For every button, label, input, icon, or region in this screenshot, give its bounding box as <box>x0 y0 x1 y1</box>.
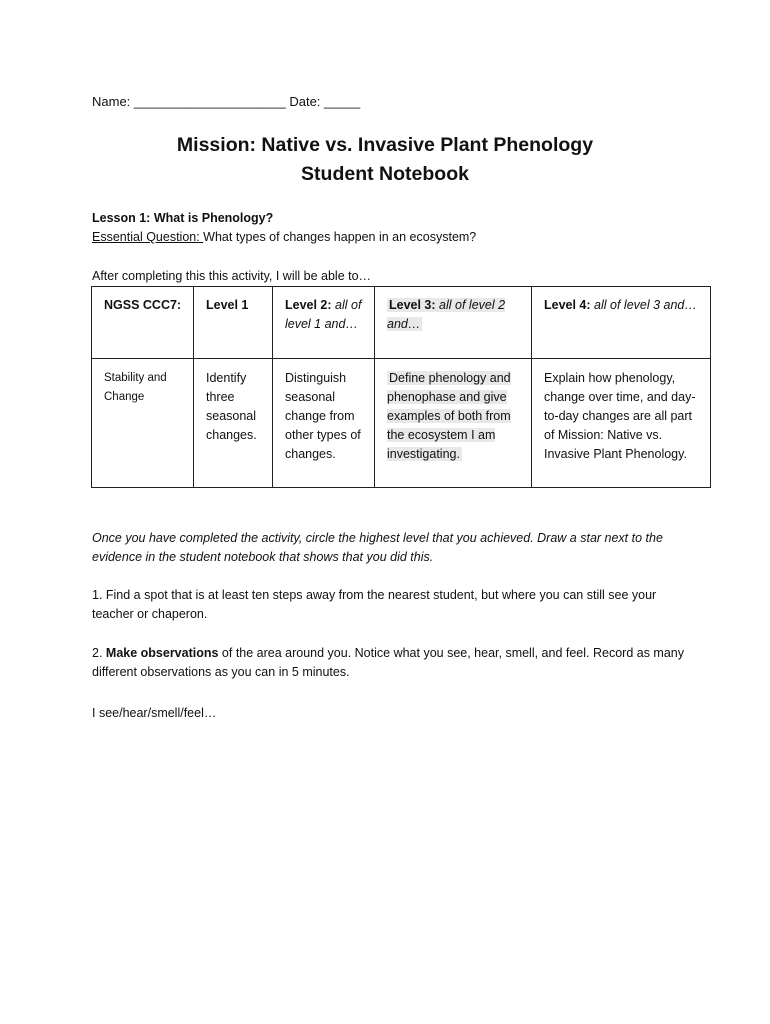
essential-question-text: What types of changes happen in an ecosystem? <box>203 230 477 244</box>
cell-level3-text: Define phenology and phenophase and give examples of both from the ecosystem I am investigating. <box>387 371 511 461</box>
header-italic: all of level 3 and… <box>590 298 697 312</box>
header-cell-level3 <box>375 287 532 359</box>
step-2-number: 2. <box>92 646 106 660</box>
header-cell-level1 <box>194 287 273 359</box>
header-italic: all of level 2 and… <box>387 298 506 331</box>
cell-level1: Identify three seasonal changes. <box>194 359 273 488</box>
header-bold: NGSS CCC7: <box>104 298 182 312</box>
lesson-heading: Lesson 1: What is Phenology? <box>92 211 274 225</box>
header-cell-level2 <box>273 287 375 359</box>
header-bold: Level 2: <box>285 298 332 312</box>
page-subtitle: Student Notebook <box>301 163 469 185</box>
step-1: 1. Find a spot that is at least ten steps away from the nearest student, but where you can still see your teacher or chaperon. <box>92 588 657 621</box>
observation-prompt[interactable]: I see/hear/smell/feel… <box>92 706 217 720</box>
header-bold: Level 3: <box>389 298 436 312</box>
cell-level4: Explain how phenology, change over time, and day-to-day changes are all part of Mission: Native vs. Invasive Plant Phenology. <box>532 359 711 488</box>
essential-question-label: Essential Question: <box>92 230 204 244</box>
header-bold: Level 4: <box>544 298 591 312</box>
header-bold: Level 1 <box>206 298 249 312</box>
levels-table <box>91 286 711 488</box>
cell-level3 <box>375 359 532 488</box>
cell-level2: Distinguish seasonal change from other types of changes. <box>273 359 375 488</box>
step-2 <box>92 644 692 682</box>
step-2-text: of the area around you. Notice what you see, hear, smell, and feel. Record as many different observations as you can in 5 minutes. <box>92 646 684 679</box>
header-cell-ngss <box>92 287 194 359</box>
header-italic: all of level 1 and… <box>285 298 362 331</box>
table-header-row <box>92 287 711 359</box>
step-2-bold: Make observations <box>105 646 219 660</box>
header-cell-level4 <box>532 287 711 359</box>
essential-question <box>92 230 476 244</box>
page-title: Mission: Native vs. Invasive Plant Phenology <box>176 134 594 156</box>
table-row <box>92 359 711 488</box>
cell-category: Stability and Change <box>92 359 194 488</box>
instructions-note: Once you have completed the activity, circle the highest level that you achieved. Draw a star next to the evidence in the student notebook that shows that you did this. <box>92 531 663 564</box>
intro-text: After completing this this activity, I will be able to… <box>92 269 372 283</box>
name-date-line[interactable]: Name: _____________________ Date: _____ <box>92 94 361 109</box>
